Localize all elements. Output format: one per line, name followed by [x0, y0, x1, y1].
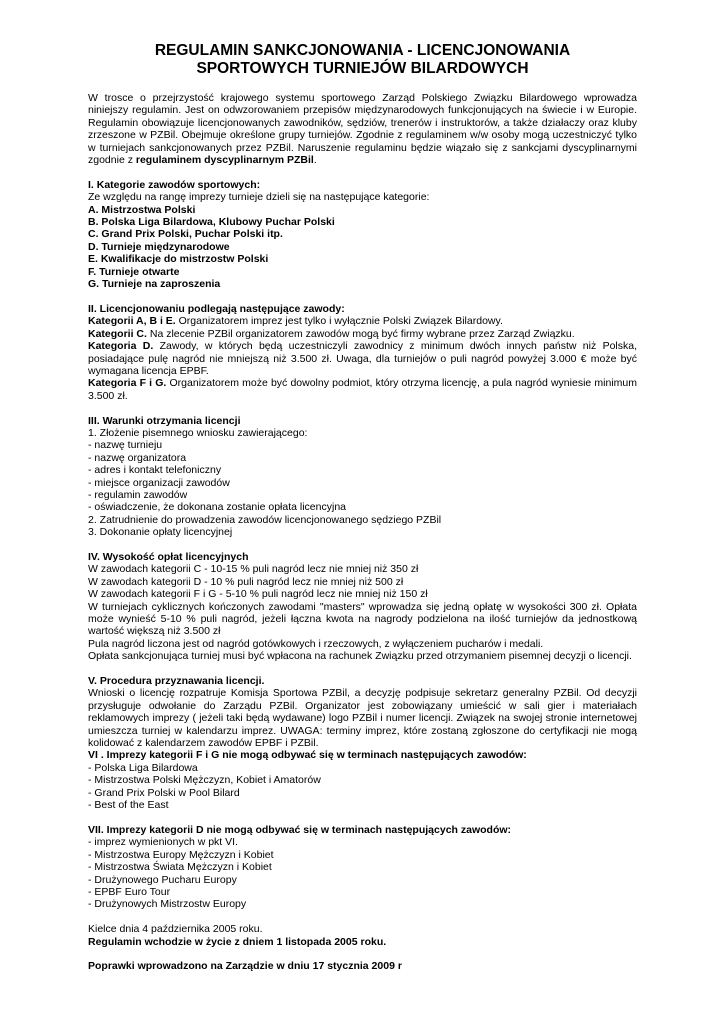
list-item: - Polska Liga Bilardowa: [88, 761, 198, 774]
section-2-heading: II. Licencjonowaniu podlegają następujące zawody:: [88, 302, 345, 315]
signing-date: Kielce dnia 4 października 2005 roku.: [88, 923, 263, 936]
document-title: [88, 42, 637, 78]
list-item: - Drużynowych Mistrzostw Europy: [88, 898, 247, 911]
fee-line: W zawodach kategorii D - 10 % puli nagród lecz nie mniej niż 500 zł: [88, 575, 404, 588]
list-item: - Drużynowego Pucharu Europy: [88, 873, 237, 886]
document-footer: [88, 923, 637, 973]
amendment-note: Poprawki wprowadzono na Zarządzie w dniu 17 stycznia 2009 r: [88, 960, 402, 973]
list-item: F. Turnieje otwarte: [88, 265, 180, 278]
document-body: [88, 92, 637, 973]
list-item: G. Turnieje na zaproszenia: [88, 278, 221, 291]
list-item: - imprez wymienionych w pkt VI.: [88, 836, 238, 849]
category-c-paragraph: Kategorii C. Na zlecenie PZBil organizatorem zawodów mogą być firmy wybrane przez Zarząd Związku.: [88, 327, 575, 340]
prize-pool-paragraph: Pula nagród liczona jest od nagród gotówkowych i rzeczowych, z wyłączeniem pucharów i medali.: [88, 637, 544, 650]
list-item: - miejsce organizacji zawodów: [88, 476, 230, 489]
section-2: [88, 303, 637, 402]
list-item: 1. Złożenie pisemnego wniosku zawierającego:: [88, 426, 308, 439]
list-item: B. Polska Liga Bilardowa, Klubowy Puchar Polski: [88, 216, 335, 229]
effective-date: Regulamin wchodzie w życie z dniem 1 listopada 2005 roku.: [88, 935, 387, 948]
title-line-2: SPORTOWYCH TURNIEJÓW BILARDOWYCH: [196, 60, 529, 77]
intro-text: W trosce o przejrzystość krajowego systemu sportowego Zarząd Polskiego Związku Bilardowego wprowadza niniejszy regulamin. Jest on odwzorowaniem przepisów międzynarodowych funkcjonujących na świecie i w Europie. Regulamin obowiązuje licencjonowanych zawodników, sędziów, trenerów i instruktorów, a także działaczy oraz kluby zrzeszone w PZBil. Obejmuje określone grupy turniejów. Zgodnie z regulaminem w/w osoby mogą uczestniczyć tylko w turniejach sankcjonowanych przez PZBil. Naruszenie regulaminu będzie wiązało się z sankcjami dyscyplinarnymi zgodnie z: [88, 92, 637, 167]
fee-line: W zawodach kategorii C - 10-15 % puli nagród lecz nie mniej niż 350 zł: [88, 563, 419, 576]
intro-bold: regulaminem dyscyplinarnym PZBil: [135, 154, 314, 167]
list-item: - EPBF Euro Tour: [88, 885, 171, 898]
section-4-heading: IV. Wysokość opłat licencyjnych: [88, 550, 249, 563]
section-5: [88, 675, 637, 749]
category-d-paragraph: Kategoria D. Zawody, w których będą uczestniczyli zawodnicy z minimum dwóch innych państw niż Polska, posiadające pulę nagród nie mniejszą niż 3.500 zł. Uwaga, dla turniejów o puli nagród powyżej 3.000 € może być wymagana licencja EPBF.: [88, 340, 637, 377]
intro-paragraph: [88, 92, 637, 166]
list-item: - Mistrzostwa Świata Mężczyzn i Kobiet: [88, 861, 272, 874]
section-3-heading: III. Warunki otrzymania licencji: [88, 414, 241, 427]
list-item: - Mistrzostwa Europy Mężczyzn i Kobiet: [88, 848, 274, 861]
list-item: - nazwę turnieju: [88, 439, 163, 452]
section-6-heading: VI . Imprezy kategorii F i G nie mogą odbywać się w terminach następujących zawodów:: [88, 749, 527, 762]
list-item: D. Turnieje międzynarodowe: [88, 240, 230, 253]
section-7-heading: VII. Imprezy kategorii D nie mogą odbywać się w terminach następujących zawodów:: [88, 823, 512, 836]
list-item: - nazwę organizatora: [88, 451, 187, 464]
section-5-heading: V. Procedura przyznawania licencji.: [88, 675, 265, 688]
list-item: 3. Dokonanie opłaty licencyjnej: [88, 526, 233, 539]
procedure-paragraph: Wnioski o licencję rozpatruje Komisja Sportowa PZBil, a decyzję podpisuje sekretarz generalny PZBil. Od decyzji przysługuje odwołanie do Zarządu PZBil. Organizator jest zobowiązany umieścić w sali gier i materiałach reklamowych imprezy ( jeżeli taki będą wydawane) logo PZBil i numer licencji. Związek na swojej stronie internetowej umieszcza turniej w kalendarzu imprez. UWAGA: terminy imprez, które zostaną zgłoszone do certyfikacji nie mogą kolidować z kalendarzem zawodów EPBF i PZBil.: [88, 687, 637, 750]
section-1: [88, 179, 637, 291]
title-line-1: REGULAMIN SANKCJONOWANIA - LICENCJONOWANIA: [154, 42, 571, 59]
list-item: - oświadczenie, że dokonana zostanie opłata licencyjna: [88, 501, 346, 514]
section-3: [88, 415, 637, 539]
list-item: A. Mistrzostwa Polski: [88, 203, 196, 216]
masters-paragraph: W turniejach cyklicznych kończonych zawodami "masters" wprowadza się jedną opłatę w wysokości 300 zł. Opłata może wynieść 5-10 % puli nagród, jeżeli łączna kwota na nagrody podzielona na ilość turniejów da jednostkową wartość większą niż 3.500 zł: [88, 600, 637, 638]
section-1-intro: Ze względu na rangę imprezy turnieje dzieli się na następujące kategorie:: [88, 191, 430, 204]
document-page: [88, 42, 637, 973]
list-item: - Best of the East: [88, 799, 169, 812]
intro-end: .: [313, 154, 317, 167]
list-item: - regulamin zawodów: [88, 488, 188, 501]
category-fg-paragraph: Kategoria F i G. Organizatorem może być dowolny podmiot, który otrzyma licencję, a pula nagród wyniesie minimum 3.500 zł.: [88, 377, 637, 402]
list-item: - Grand Prix Polski w Pool Bilard: [88, 786, 240, 799]
payment-paragraph: Opłata sankcjonująca turniej musi być wpłacona na rachunek Związku przed otrzymaniem pisemnej decyzji o licencji.: [88, 650, 632, 663]
section-6: [88, 749, 637, 811]
category-abe-paragraph: Kategorii A, B i E. Organizatorem imprez jest tylko i wyłącznie Polski Związek Bilardowy.: [88, 315, 503, 328]
list-item: - adres i kontakt telefoniczny: [88, 464, 222, 477]
list-item: 2. Zatrudnienie do prowadzenia zawodów licencjonowanego sędziego PZBil: [88, 513, 442, 526]
list-item: - Mistrzostwa Polski Mężczyzn, Kobiet i Amatorów: [88, 774, 321, 787]
section-4: [88, 551, 637, 663]
list-item: E. Kwalifikacje do mistrzostw Polski: [88, 253, 269, 266]
fee-line: W zawodach kategorii F i G - 5-10 % puli nagród lecz nie mniej niż 150 zł: [88, 588, 428, 601]
list-item: C. Grand Prix Polski, Puchar Polski itp.: [88, 228, 283, 241]
section-1-heading: I. Kategorie zawodów sportowych:: [88, 178, 261, 191]
section-7: [88, 824, 637, 911]
